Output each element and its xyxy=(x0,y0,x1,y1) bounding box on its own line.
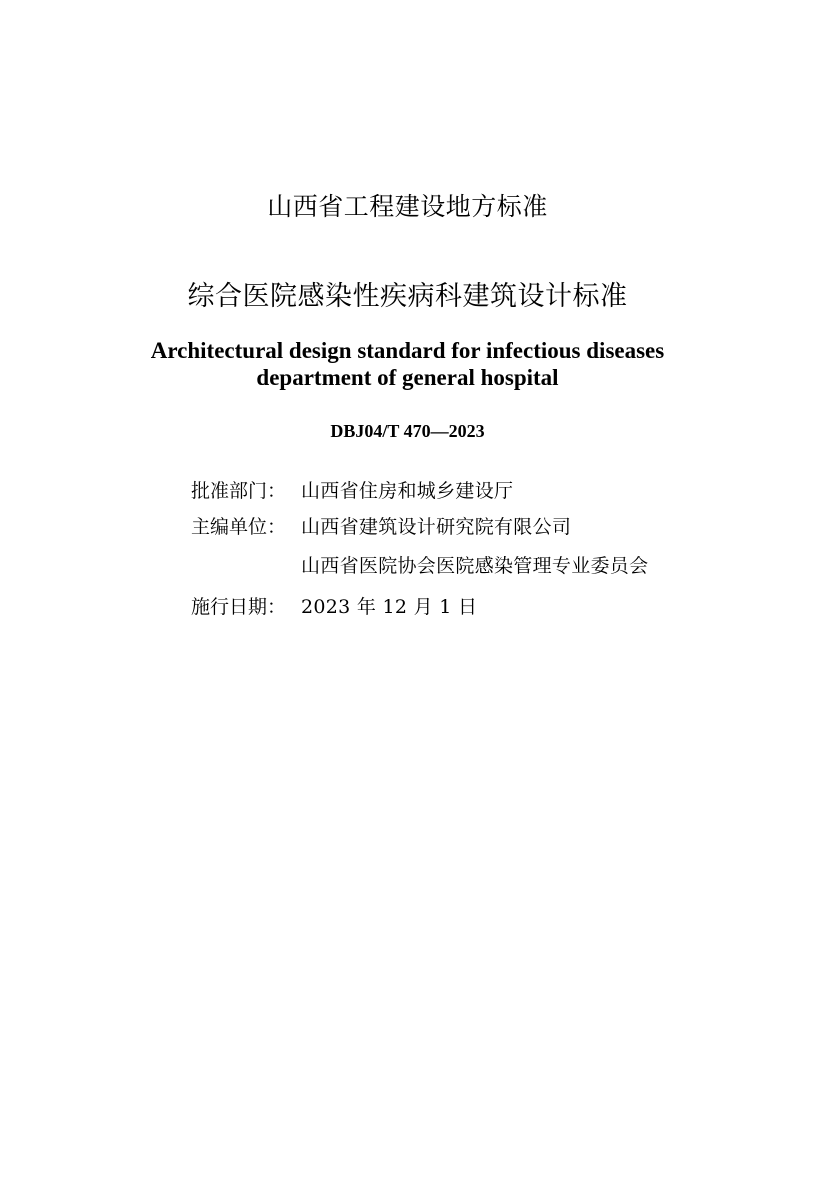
effective-date-value: 2023 年 12 月 1 日 xyxy=(301,596,478,618)
approval-department-label: 批准部门： xyxy=(191,480,287,502)
english-title-line-2: department of general hospital xyxy=(256,365,559,390)
effective-date-label: 施行日期： xyxy=(191,596,287,618)
chinese-title: 综合医院感染性疾病科建筑设计标准 xyxy=(187,281,628,312)
chief-editor-label: 主编单位： xyxy=(191,516,287,538)
chief-editor-row xyxy=(191,512,571,539)
chief-editor-value-1: 山西省建筑设计研究院有限公司 xyxy=(301,516,572,538)
standard-series-title: 山西省工程建设地方标准 xyxy=(267,192,548,221)
approval-department-value: 山西省住房和城乡建设厅 xyxy=(301,480,514,502)
standard-code: DBJ04/T 470—2023 xyxy=(330,421,485,441)
approval-department-row xyxy=(191,476,513,503)
chief-editor-value-2: 山西省医院协会医院感染管理专业委员会 xyxy=(301,555,649,577)
english-title xyxy=(0,337,815,391)
english-title-line-1: Architectural design standard for infectious diseases xyxy=(150,338,665,363)
effective-date-row xyxy=(191,592,477,619)
chief-editor-row-2 xyxy=(301,551,648,578)
